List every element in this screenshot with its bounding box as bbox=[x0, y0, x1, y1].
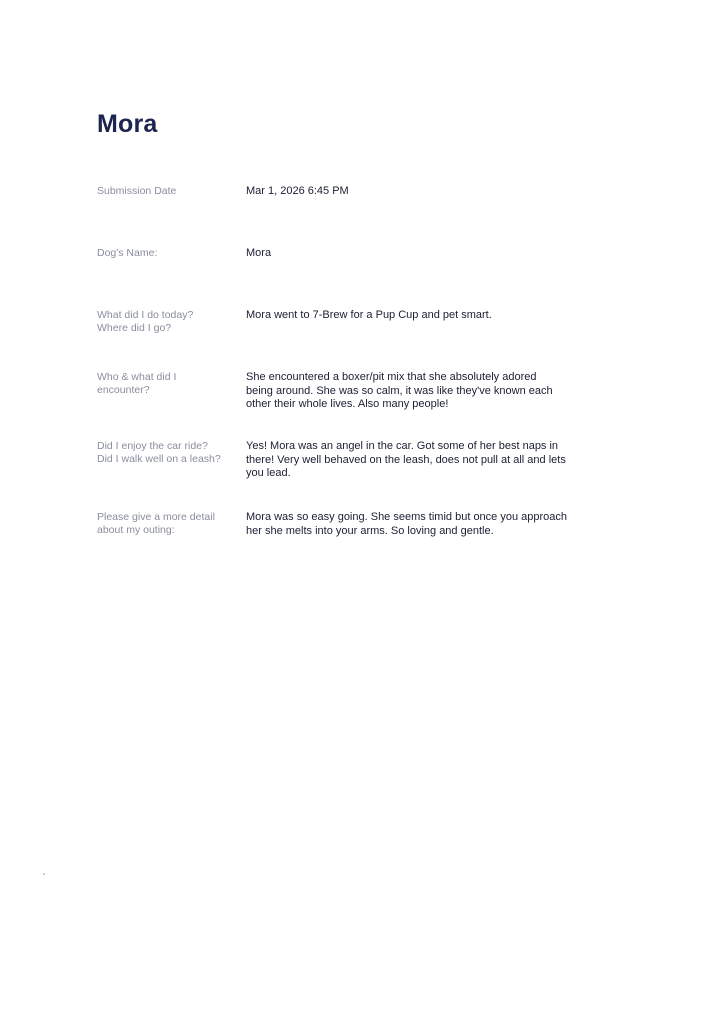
field-value: Mar 1, 2026 6:45 PM bbox=[246, 185, 349, 197]
field-label: Submission Date bbox=[97, 185, 177, 197]
field-value: Mora bbox=[246, 247, 272, 259]
field-label: Please give a more detail about my outing: bbox=[97, 511, 215, 536]
field-value: Yes! Mora was an angel in the car. Got some of her best naps in there! Very well behaved on the leash, does not pull at all and lets you lead. bbox=[246, 440, 566, 479]
field-value: Mora was so easy going. She seems timid but once you approach her she melts into your arms. So loving and gentle. bbox=[246, 511, 568, 537]
field-label: Who & what did I encounter? bbox=[97, 371, 177, 396]
field-value: She encountered a boxer/pit mix that she absolutely adored being around. She was so calm, it was like they've known each other their whole lives. Also many people! bbox=[246, 371, 553, 410]
field-label: Dog's Name: bbox=[97, 247, 158, 259]
field-label: Did I enjoy the car ride? Did I walk well on a leash? bbox=[97, 440, 221, 465]
page-title: Mora bbox=[97, 110, 158, 138]
scan-speck bbox=[43, 873, 45, 875]
field-label: What did I do today? Where did I go? bbox=[97, 309, 194, 334]
field-value: Mora went to 7-Brew for a Pup Cup and pet smart. bbox=[246, 309, 492, 321]
